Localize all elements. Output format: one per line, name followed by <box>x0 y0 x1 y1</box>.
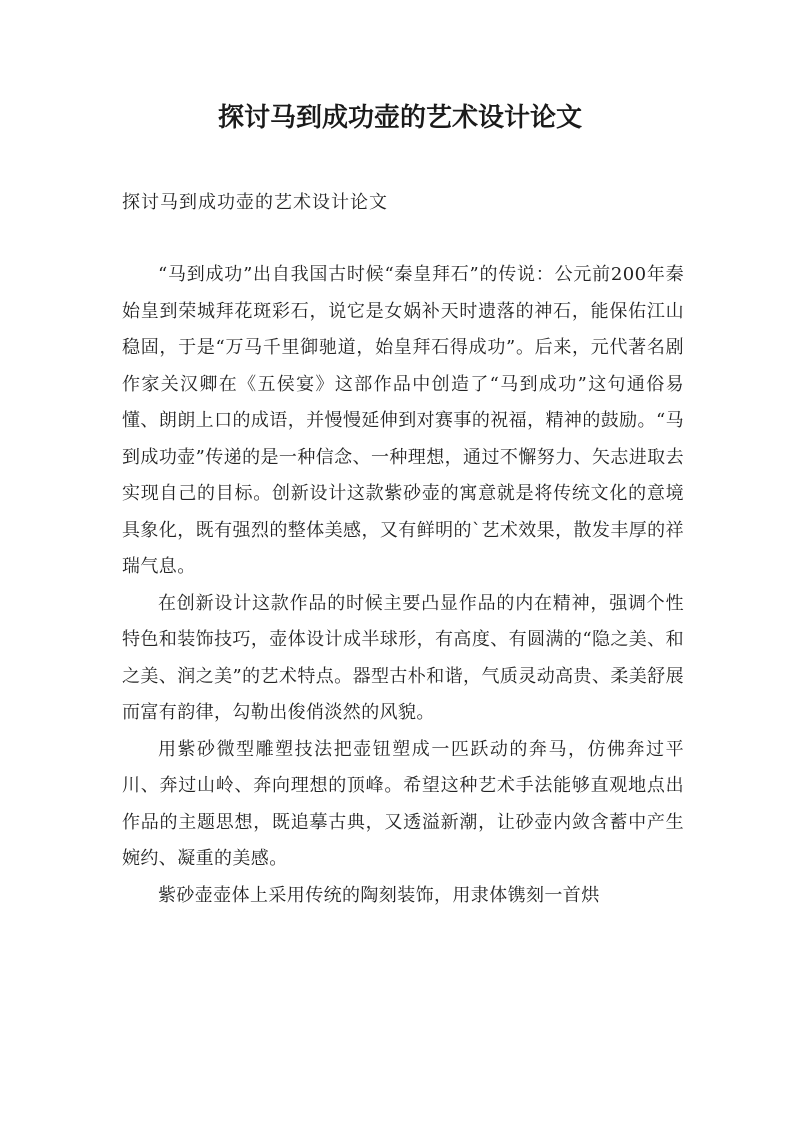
document-body <box>122 257 684 914</box>
paragraph-3: 用紫砂微型雕塑技法把壶钮塑成一匹跃动的奔马，仿佛奔过平川、奔过山岭、奔向理想的顶峰。希望这种艺术手法能够直观地点出作品的主题思想，既追摹古典，又透溢新潮，让砂壶内敛含蓄中产生婉约、凝重的美感。 <box>122 738 684 869</box>
document-title: 探讨马到成功壶的艺术设计论文 <box>217 103 582 133</box>
paragraph-1: “马到成功”出自我国古时候“秦皇拜石”的传说：公元前200年秦始皇到荣城拜花斑彩石，说它是女娲补天时遗落的神石，能保佑江山稳固，于是“万马千里御驰道，始皇拜石得成功”。后来，元代著名剧作家关汉卿在《五侯宴》这部作品中创造了“马到成功”这句通俗易懂、朗朗上口的成语，并慢慢延伸到对赛事的祝福，精神的鼓励。“马到成功壶”传递的是一种信念、一种理想，通过不懈努力、矢志进取去实现自己的目标。创新设计这款紫砂壶的寓意就是将传统文化的意境具象化，既有强烈的整体美感，又有鲜明的`艺术效果，散发丰厚的祥瑞气息。 <box>122 264 684 577</box>
paragraph-4: 紫砂壶壶体上采用传统的陶刻装饰，用隶体镌刻一首烘 <box>158 884 600 906</box>
document-subtitle: 探讨马到成功壶的艺术设计论文 <box>122 192 388 213</box>
paragraph-2: 在创新设计这款作品的时候主要凸显作品的内在精神，强调个性特色和装饰技巧，壶体设计成半球形，有高度、有圆满的“隐之美、和之美、润之美”的艺术特点。器型古朴和谐，气质灵动高贵、柔美舒展而富有韵律，勾勒出俊俏淡然的风貌。 <box>122 592 684 723</box>
